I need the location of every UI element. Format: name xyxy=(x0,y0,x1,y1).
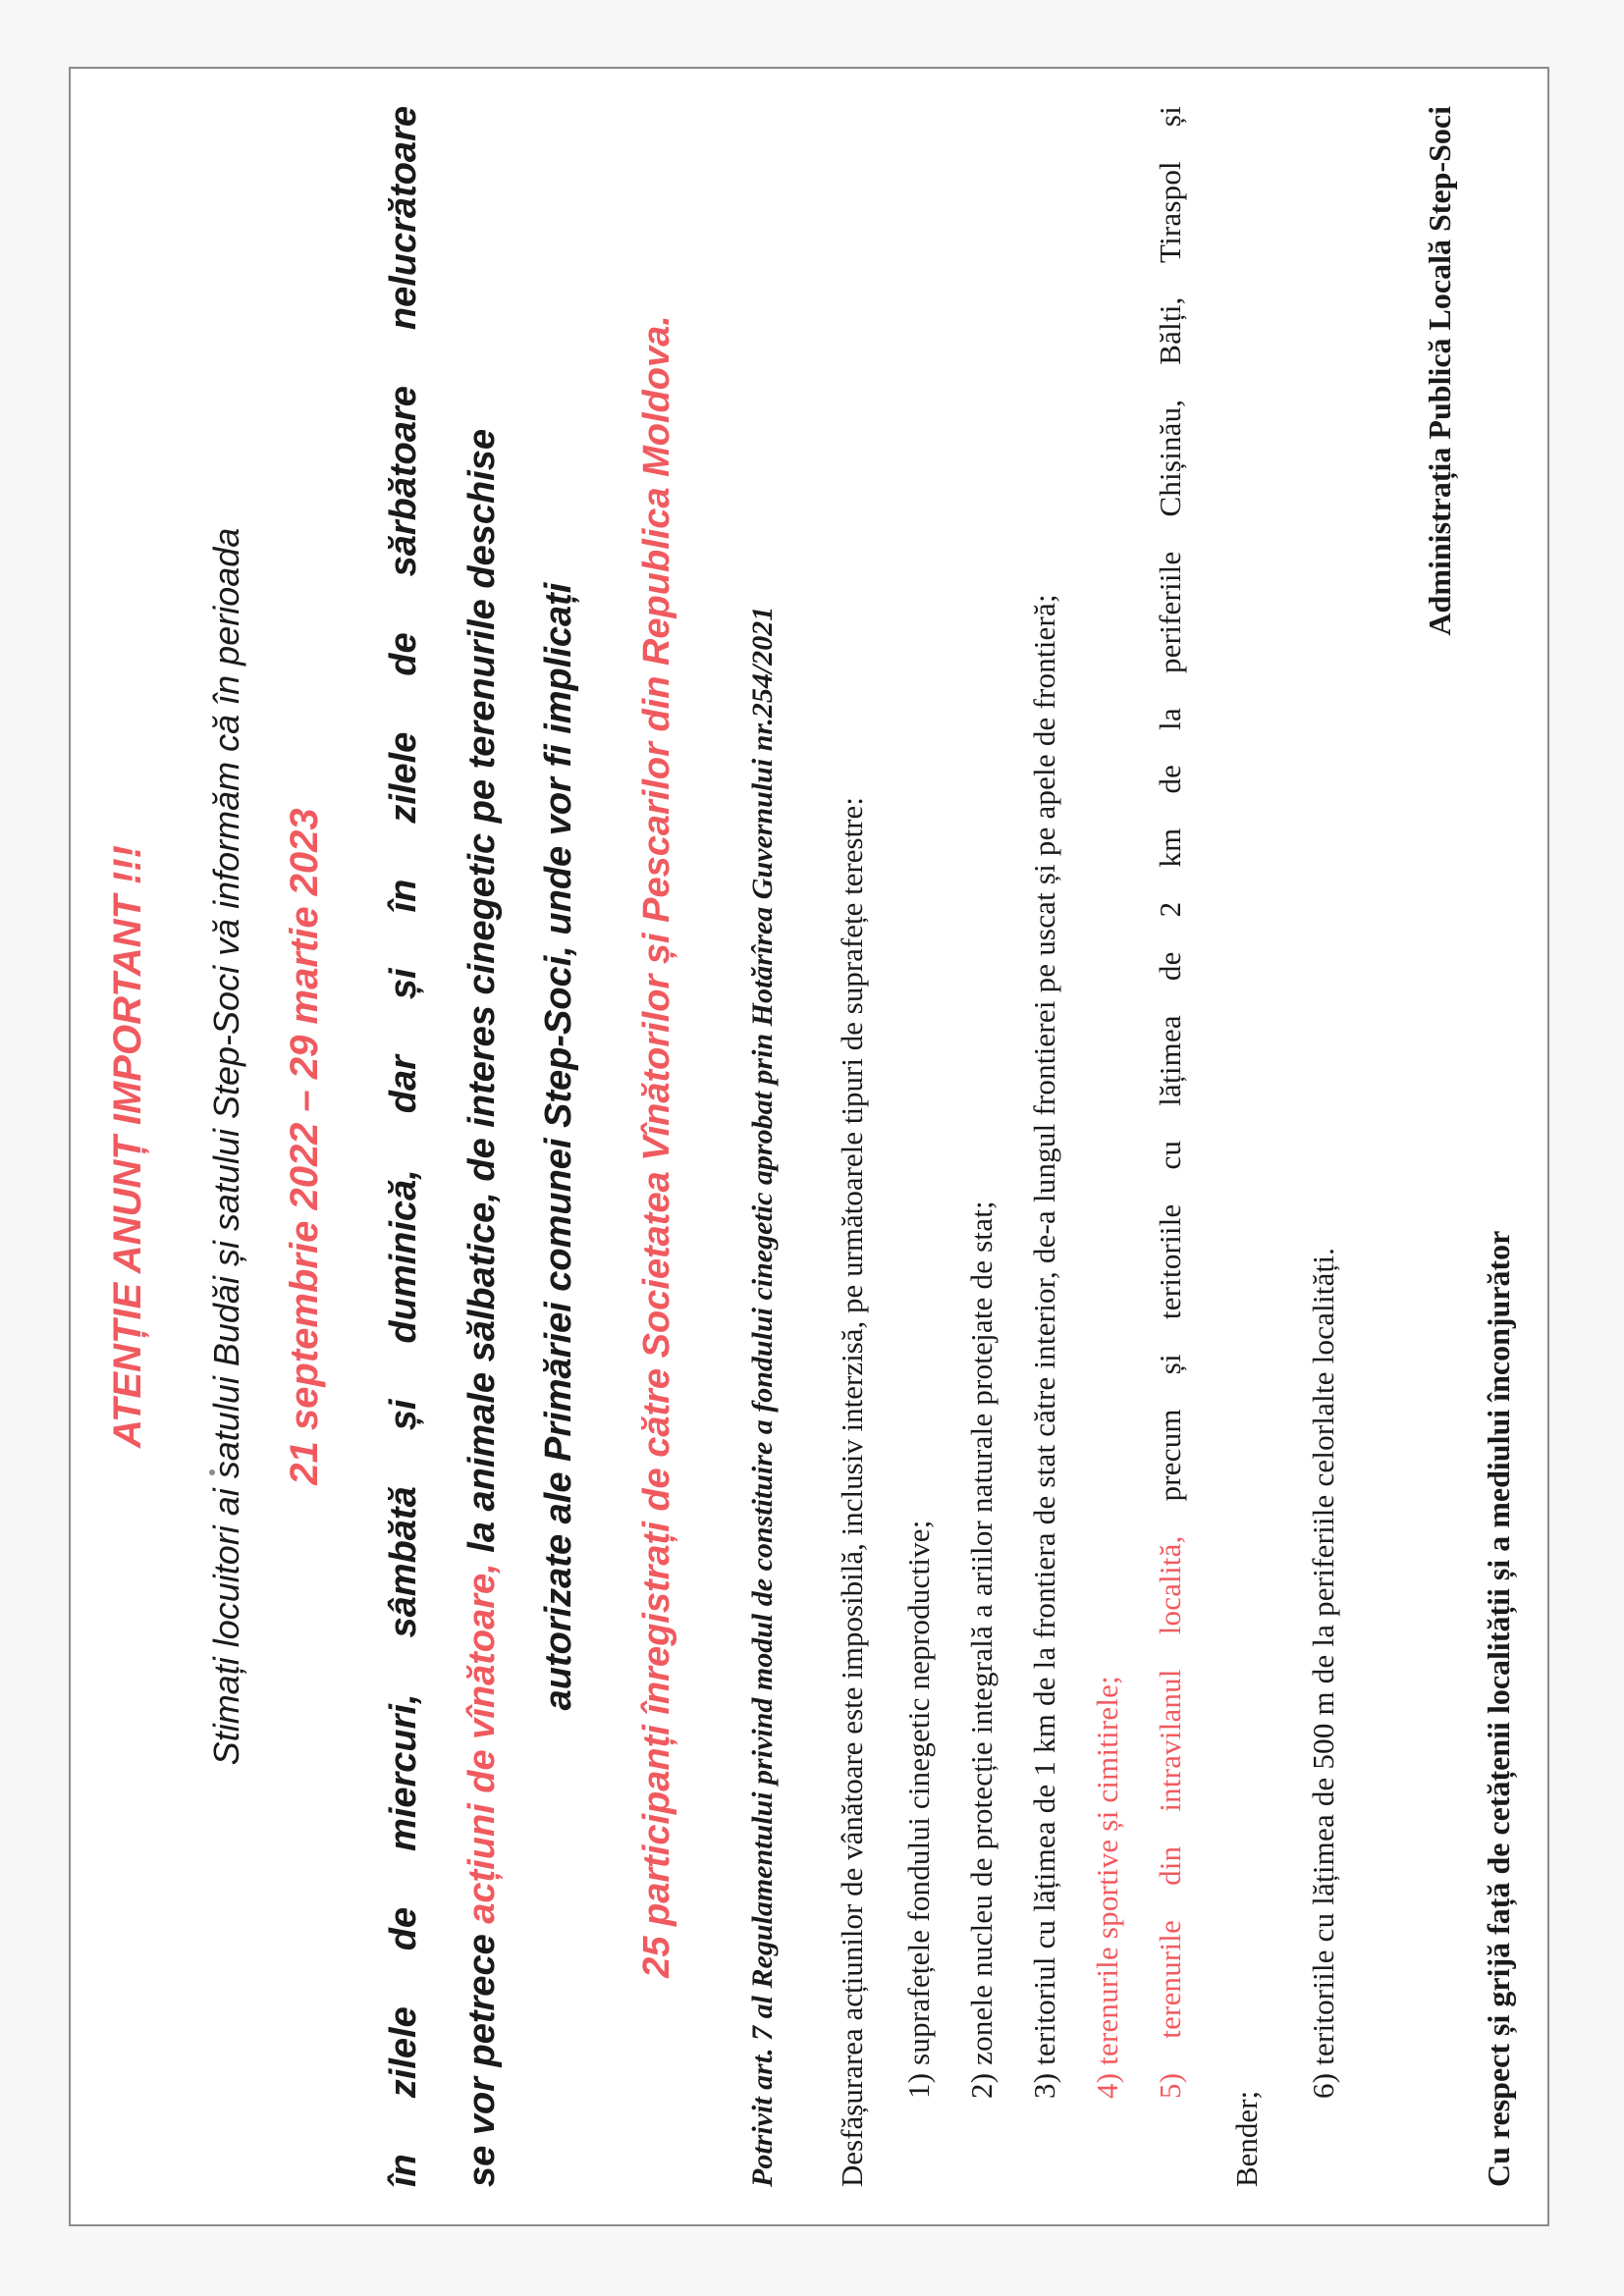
notice-authorized: autorizate ale Primăriei comunei Step-Soci, unde vor fi implicați xyxy=(538,582,579,1711)
legal-intro: Desfășurarea acțiunilor de vânătoare este imposibilă, inclusiv interzisă, pe următoarele tipuri de suprafețe terestre: xyxy=(835,797,869,2187)
list-item: 3) teritoriul cu lățimea de 1 km de la frontiera de stat către interior, de-a lungul frontierei pe uscat și pe apele de frontieră; xyxy=(1027,594,1061,2099)
actions-prefix: se vor petrece xyxy=(461,1923,503,2187)
legal-basis-text: Potrivit art. 7 al Regulamentului privind modul de constituire a fondului cinegetic aprobat prin xyxy=(746,1026,779,2187)
notice-period: 21 septembrie 2022 – 29 martie 2023 xyxy=(283,808,326,1485)
notice-participants: 25 participanți înregistrați de către Societatea Vînătorilor și Pescarilor din Republica Moldova. xyxy=(636,315,677,1978)
list-item: 2) zonele nucleu de protecție integrală a ariilor naturale protejate de stat; xyxy=(964,1201,999,2099)
signature: Administrația Publică Locală Step-Soci xyxy=(1422,106,1457,636)
legal-basis xyxy=(746,607,780,2187)
notice-days: în zilele de miercuri, sâmbătă și duminică, dar și în zilele de sărbătoare nelucrătoare xyxy=(383,106,424,2187)
list-item: 4) terenurile sportive și cimitirele; xyxy=(1090,1676,1124,2099)
notice-content xyxy=(69,67,1549,2226)
list-item-5 xyxy=(1153,106,1188,2099)
list-item: 1) suprafețele fondului cinegetic neproductive; xyxy=(901,1520,936,2099)
actions-suffix: la animale sălbatice, de interes cinegetic pe terenurile deschise xyxy=(461,428,503,1564)
notice-title: ATENȚIE ANUNȚ IMPORTANT !!! xyxy=(106,845,149,1449)
list-item-5-highlight: 5) terenurile din intravilanul localită, xyxy=(1153,1535,1187,2099)
closing-line: Cu respect și grijă față de cetățenii localității și a mediului înconjurător xyxy=(1481,1230,1516,2187)
list-item-5-continuation: Bender; xyxy=(1229,2090,1264,2187)
notice-actions xyxy=(461,106,504,2187)
actions-highlight: acțiuni de vînătoare, xyxy=(461,1563,503,1924)
list-item: 6) teritoriile cu lățimea de 500 m de la periferiile celorlalte localități. xyxy=(1306,1247,1340,2099)
list-item-5-text: precum și teritoriile cu lățimea de 2 km de la periferiile Chișinău, Bălți, Tiraspol și xyxy=(1153,106,1187,1536)
legal-basis-decision: Hotărîrea Guvernului nr.254/2021 xyxy=(746,606,779,1027)
notice-greeting: Stimați locuitori ai satului Budăi și satului Step-Soci vă informăm că în perioada xyxy=(206,527,246,1766)
